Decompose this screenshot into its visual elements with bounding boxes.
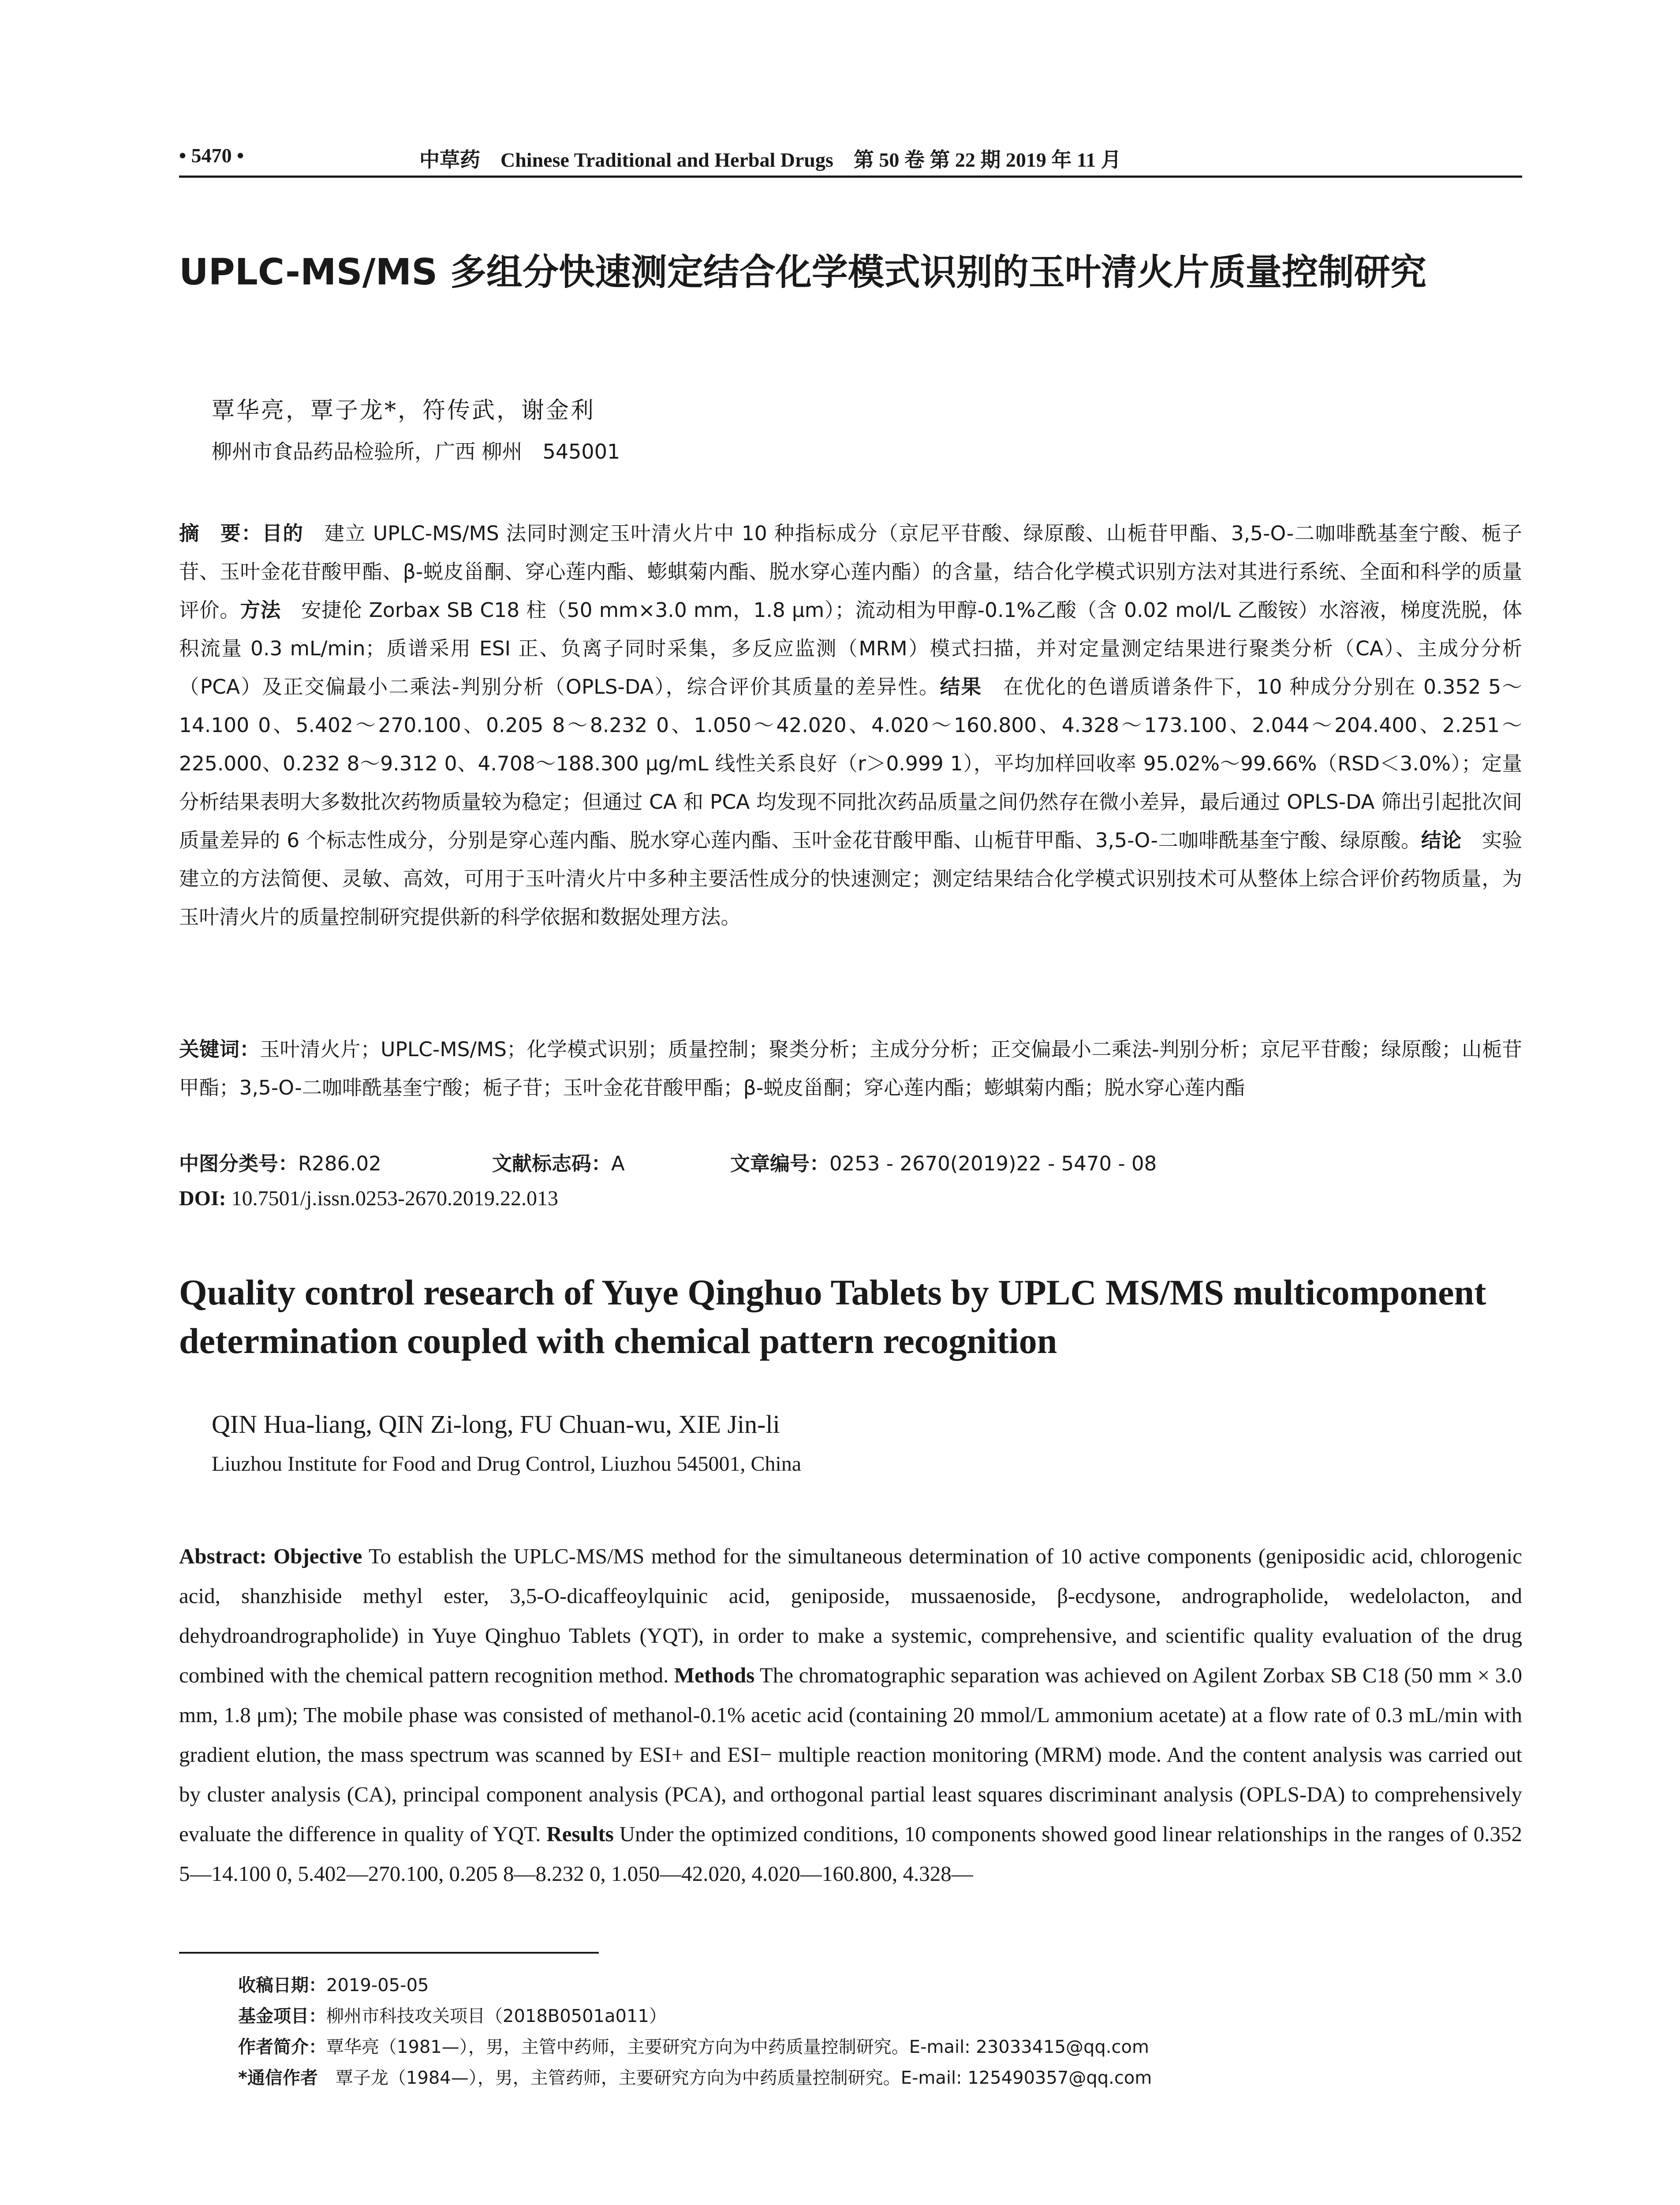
chinese-authors: 覃华亮，覃子龙*，符传武，谢金利 [212,397,596,424]
abstract-results-text: 在优化的色谱质谱条件下，10 种成分分别在 0.352 5～14.100 0、5.402～270.100、0.205 8～8.232 0、1.050～42.020、4.020～160.800、4.328～173.100、2.044～204.400、2.251～225.000、0.232 8～9.312 0、4.708～188.300 μg/mL 线性关系良好（r＞0.999 1），平均加样回收率 95.02%～99.66%（RSD＜3.0%）；定量分析结果表明大多数批次药物质量较为稳定；但通过 CA 和 PCA 均发现不同批次药品质量之间仍然存在微小差异，最后通过 OPLS-DA 筛出引起批次间质量差异的 6 个标志性成分，分别是穿心莲内酯、脱水穿心莲内酯、玉叶金花苷酸甲酯、山栀苷甲酯、3,5-O-二咖啡酰基奎宁酸、绿原酸。 [179,675,1522,852]
abstract-conclusion-text: 实验建立的方法简便、灵敏、高效，可用于玉叶清火片中多种主要活性成分的快速测定；测定结果结合化学模式识别技术可从整体上综合评价药物质量，为玉叶清火片的质量控制研究提供新的科学依据和数据处理方法。 [179,829,1522,929]
abstract-objective-text: 建立 UPLC-MS/MS 法同时测定玉叶清火片中 10 种指标成分（京尼平苷酸、绿原酸、山栀苷甲酯、3,5-O-二咖啡酰基奎宁酸、栀子苷、玉叶金花苷酸甲酯、β-蜕皮甾酮、穿心莲内酯、蟛蜞菊内酯、脱水穿心莲内酯）的含量，结合化学模式识别方法对其进行系统、全面和科学的质量评价。 [179,522,1522,622]
footnote-received [238,1971,429,1996]
running-header [179,140,1522,171]
received-value: 2019-05-05 [326,1975,429,1996]
chinese-title: UPLC-MS/MS 多组分快速测定结合化学模式识别的玉叶清火片质量控制研究 [179,251,1426,293]
fund-value: 柳州市科技攻关项目（2018B0501a011） [326,2006,667,2026]
article-no-item [730,1147,1157,1176]
header-rule [179,176,1522,178]
keywords-label: 关键词： [179,1038,260,1061]
en-objective-text: To establish the UPLC-MS/MS method for the simultaneous determination of 10 active components (geniposidic acid, chlorogenic acid, shanzhiside methyl ester, 3,5-O-dicaffeoylquinic acid, geniposide, mussaenoside, β-ecdysone, andrographolide, wedelolacton, and dehydroandrographolide) in Yuye Qinghuo Tablets (YQT), in order to make a systemic, comprehensive, and scientific quality evaluation of the drug combined with the chemical pattern recognition method. [179,1544,1522,1687]
author-bio-label: 作者简介： [238,2037,326,2057]
english-title: Quality control research of Yuye Qinghuo Tablets by UPLC MS/MS multicomponent determination coupled with chemical pattern recognition [179,1272,1486,1361]
chinese-affiliation: 柳州市食品药品检验所，广西 柳州 545001 [212,440,620,463]
abstract-objective-label: 摘 要：目的 [179,522,304,545]
abstract-conclusion-label: 结论 [1421,829,1462,852]
clc-label: 中图分类号： [179,1152,299,1175]
doi-line [179,1186,558,1211]
abstract-methods-text: 安捷伦 Zorbax SB C18 柱（50 mm×3.0 mm，1.8 μm）；流动相为甲醇-0.1%乙酸（含 0.02 mol/L 乙酸铵）水溶液，梯度洗脱，体积流量 0.3 mL/min；质谱采用 ESI 正、负离子同时采集，多反应监测（MRM）模式扫描，并对定量测定结果进行聚类分析（CA）、主成分分析（PCA）及正交偏最小二乘法-判别分析（OPLS-DA），综合评价其质量的差异性。 [179,598,1522,699]
abstract-methods-label: 方法 [240,598,281,622]
doc-code-item [492,1147,625,1176]
doc-code-label: 文献标志码： [492,1152,612,1175]
page-number: • 5470 • [179,144,244,167]
en-methods-label: Methods [674,1663,755,1687]
chinese-abstract [179,514,1522,936]
corresponding-label: *通信作者 [238,2068,318,2088]
doi-value: 10.7501/j.issn.0253-2670.2019.22.013 [226,1187,559,1210]
footnote-author [238,2033,1149,2058]
doi-label: DOI: [179,1187,226,1210]
corresponding-value: 覃子龙（1984—），男，主管药师，主要研究方向为中药质量控制研究。E-mail: 125490357@qq.com [317,2068,1152,2088]
footnote-corresponding [238,2064,1152,2089]
en-results-label: Results [546,1822,614,1846]
author-bio-value: 覃华亮（1981—），男，主管中药师，主要研究方向为中药质量控制研究。E-mail: 23033415@qq.com [326,2037,1149,2057]
en-results-text: Under the optimized conditions, 10 components showed good linear relationships in the ranges of 0.352 5—14.100 0, 5.402—270.100, 0.205 8—8.232 0, 1.050—42.020, 4.020—160.800, 4.328— [179,1822,1522,1886]
clc-item [179,1147,381,1176]
footnote-rule [179,1952,599,1954]
clc-value: R286.02 [298,1152,381,1175]
en-methods-text: The chromatographic separation was achieved on Agilent Zorbax SB C18 (50 mm × 3.0 mm, 1.8 μm); The mobile phase was consisted of methanol-0.1% acetic acid (containing 20 mmol/L ammonium acetate) at a flow rate of 0.3 mL/min with gradient elution, the mass spectrum was scanned by ESI+ and ESI− multiple reaction monitoring (MRM) mode. And the content analysis was carried out by cluster analysis (CA), principal component analysis (PCA), and orthogonal partial least squares discriminant analysis (OPLS-DA) to comprehensively evaluate the difference in quality of YQT. [179,1663,1522,1846]
article-no-label: 文章编号： [730,1152,830,1175]
fund-label: 基金项目： [238,2006,326,2026]
received-label: 收稿日期： [238,1975,326,1996]
keywords-text: 玉叶清火片；UPLC-MS/MS；化学模式识别；质量控制；聚类分析；主成分分析；正交偏最小二乘法-判别分析；京尼平苷酸；绿原酸；山栀苷甲酯；3,5-O-二咖啡酰基奎宁酸；栀子苷；玉叶金花苷酸甲酯；β-蜕皮甾酮；穿心莲内酯；蟛蜞菊内酯；脱水穿心莲内酯 [179,1038,1522,1099]
doc-code-value: A [611,1152,625,1175]
english-authors: QIN Hua-liang, QIN Zi-long, FU Chuan-wu, XIE Jin-li [212,1410,780,1439]
english-abstract [179,1536,1522,1894]
footnote-fund [238,2002,667,2027]
english-affiliation: Liuzhou Institute for Food and Drug Control, Liuzhou 545001, China [212,1452,802,1476]
chinese-keywords [179,1030,1522,1107]
article-no-value: 0253 - 2670(2019)22 - 5470 - 08 [829,1152,1157,1175]
classification-line [179,1147,1522,1174]
abstract-results-label: 结果 [940,675,982,699]
en-objective-label: Abstract: Objective [179,1544,362,1568]
journal-info: 中草药 Chinese Traditional and Herbal Drugs 第 50 卷 第 22 期 2019 年 11 月 [419,149,1121,171]
